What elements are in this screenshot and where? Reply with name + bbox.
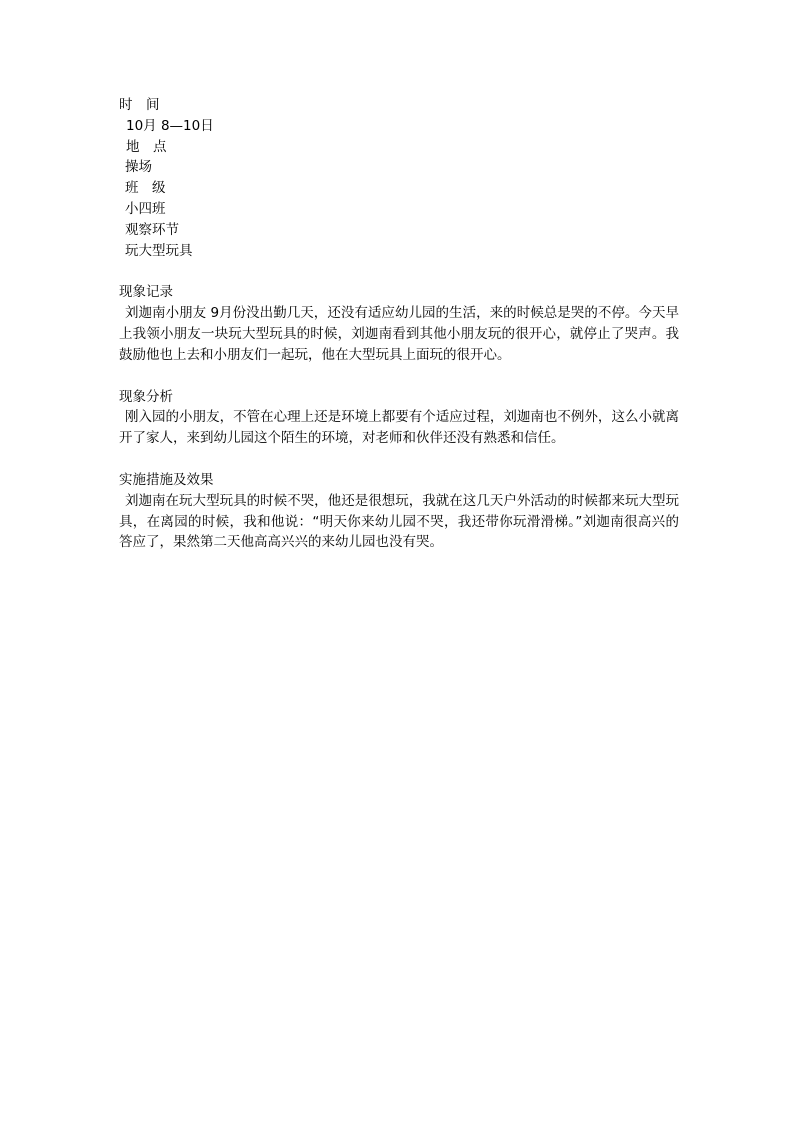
time-value: 10月 8—10日 <box>126 117 214 134</box>
time-label: 时 间 <box>119 97 160 113</box>
spacer <box>119 261 679 282</box>
spacer <box>119 366 679 387</box>
segment-value: 玩大型玩具 <box>125 242 193 259</box>
place-label: 地 点 <box>126 138 167 155</box>
analysis-heading: 现象分析 <box>119 388 173 405</box>
analysis-paragraph: 刚入园的小朋友，不管在心理上还是环境上都要有个适应过程，刘迦南也不例外，这么小就离开了家人，来到幼儿园这个陌生的环境，对老师和伙伴还没有熟悉和信任。 <box>119 409 679 447</box>
record-heading: 现象记录 <box>119 284 173 301</box>
measures-heading: 实施措施及效果 <box>119 471 214 488</box>
class-label: 班 级 <box>125 180 166 197</box>
measures-paragraph: 刘迦南在玩大型玩具的时候不哭，他还是很想玩，我就在这几天户外活动的时候都来玩大型玩具，在离园的时候，我和他说：“明天你来幼儿园不哭，我还带你玩滑滑梯。”刘迦南很高兴的答应了，果然第二天他高高兴兴的来幼儿园也没有哭。 <box>119 492 679 551</box>
place-value: 操场 <box>125 159 152 176</box>
record-paragraph: 刘迦南小朋友 9月份没出勤几天，还没有适应幼儿园的生活，来的时候总是哭的不停。今天早上我领小朋友一块玩大型玩具的时候，刘迦南看到其他小朋友玩的很开心，就停止了哭声。我鼓励他也上去和小朋友们一起玩，他在大型玩具上面玩的很开心。 <box>119 305 679 363</box>
spacer <box>119 449 679 470</box>
segment-label: 观察环节 <box>125 221 179 238</box>
document-body <box>119 95 679 553</box>
class-value: 小四班 <box>125 200 166 217</box>
